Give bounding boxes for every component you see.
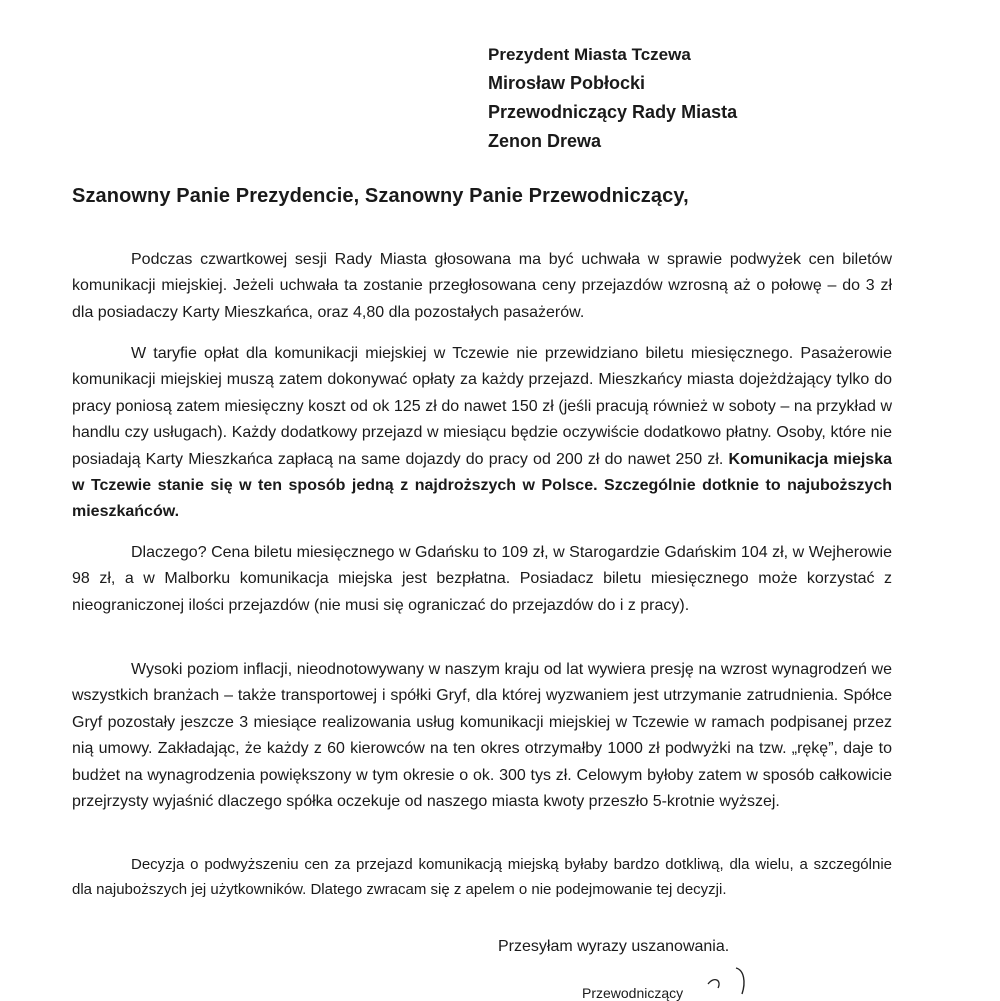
paragraph: Dlaczego? Cena biletu miesięcznego w Gdańsku to 109 zł, w Starogardzie Gdańskim 104 zł, w Wejherowie 98 zł, a w Malborku komunikacja miejska jest bezpłatna. Posiadacz biletu miesięcznego może korzystać z nieograniczonej ilości przejazdów (nie musi się ograniczać do przejazdów do i z pracy).: [72, 544, 892, 614]
recipient-line: Mirosław Pobłocki: [488, 73, 646, 93]
recipient-line: Przewodniczący Rady Miasta: [488, 102, 738, 122]
recipient-line: Zenon Drewa: [488, 131, 602, 151]
paragraph: [72, 341, 892, 526]
paragraph-emphasis: Komunikacja miejska w Tczewie stanie się w ten sposób jedną z najdroższych w Polsce. Szczególnie dotknie to najuboższych mieszkańców.: [72, 450, 892, 521]
signature-title: Przewodniczący: [582, 985, 684, 1001]
handwritten-signature: [700, 962, 760, 1000]
paragraph: Decyzja o podwyższeniu cen za przejazd komunikacją miejską byłaby bardzo dotkliwą, dla wielu, a szczególnie dla najuboższych jej użytkowników. Dlatego zwracam się z apelem o nie podejmowanie tej decyzji.: [72, 856, 892, 898]
paragraph: Wysoki poziom inflacji, nieodnotowywany w naszym kraju od lat wywiera presję na wzrost wynagrodzeń we wszystkich branżach – także transportowej i spółki Gryf, dla której wyzwaniem jest utrzymanie zatrudnienia. Spółce Gryf pozostały jeszcze 3 miesiące realizowania usług komunikacji miejskiej w Tczewie w ramach podpisanej przez nią umowy. Zakładając, że każdy z 60 kierowców na ten okres otrzymałby 1000 zł podwyżki na tzw. „rękę”, daje to budżet na wynagrodzenia powiększony w tym okresie o ok. 300 tys zł. Celowym byłoby zatem w sposób całkowicie przejrzysty wyjaśnić dlaczego spółka oczekuje od naszego miasta kwoty przeszło 5-krotnie wyższej.: [72, 661, 892, 811]
paragraph-text: W taryfie opłat dla komunikacji miejskiej w Tczewie nie przewidziano biletu miesięcznego. Pasażerowie komunikacji miejskiej muszą zatem dokonywać opłaty za każdy przejazd. Mieszkańcy miasta dojeżdżający tylko do pracy poniosą zatem miesięczny koszt od ok 125 zł do nawet 150 zł (jeśli pracują również w soboty – na przykład w handlu czy usługach). Każdy dodatkowy przejazd w miesiącu będzie oczywiście dodatkowo płatny. Osoby, które nie posiadają Karty Mieszkańca zapłacą na same dojazdy do pracy od 200 zł do nawet 250 zł.: [72, 345, 892, 468]
closing-line: Przesyłam wyrazy uszanowania.: [498, 938, 730, 955]
recipient-line: Prezydent Miasta Tczewa: [488, 45, 691, 64]
paragraph: Podczas czwartkowej sesji Rady Miasta głosowana ma być uchwała w sprawie podwyżek cen biletów komunikacji miejskiej. Jeżeli uchwała ta zostanie przegłosowana ceny przejazdów wzrosną aż o połowę – do 3 zł dla posiadaczy Karty Mieszkańca, oraz 4,80 dla pozostałych pasażerów.: [72, 251, 892, 321]
salutation: Szanowny Panie Prezydencie, Szanowny Panie Przewodniczący,: [72, 185, 689, 207]
recipient-block: [488, 40, 737, 156]
